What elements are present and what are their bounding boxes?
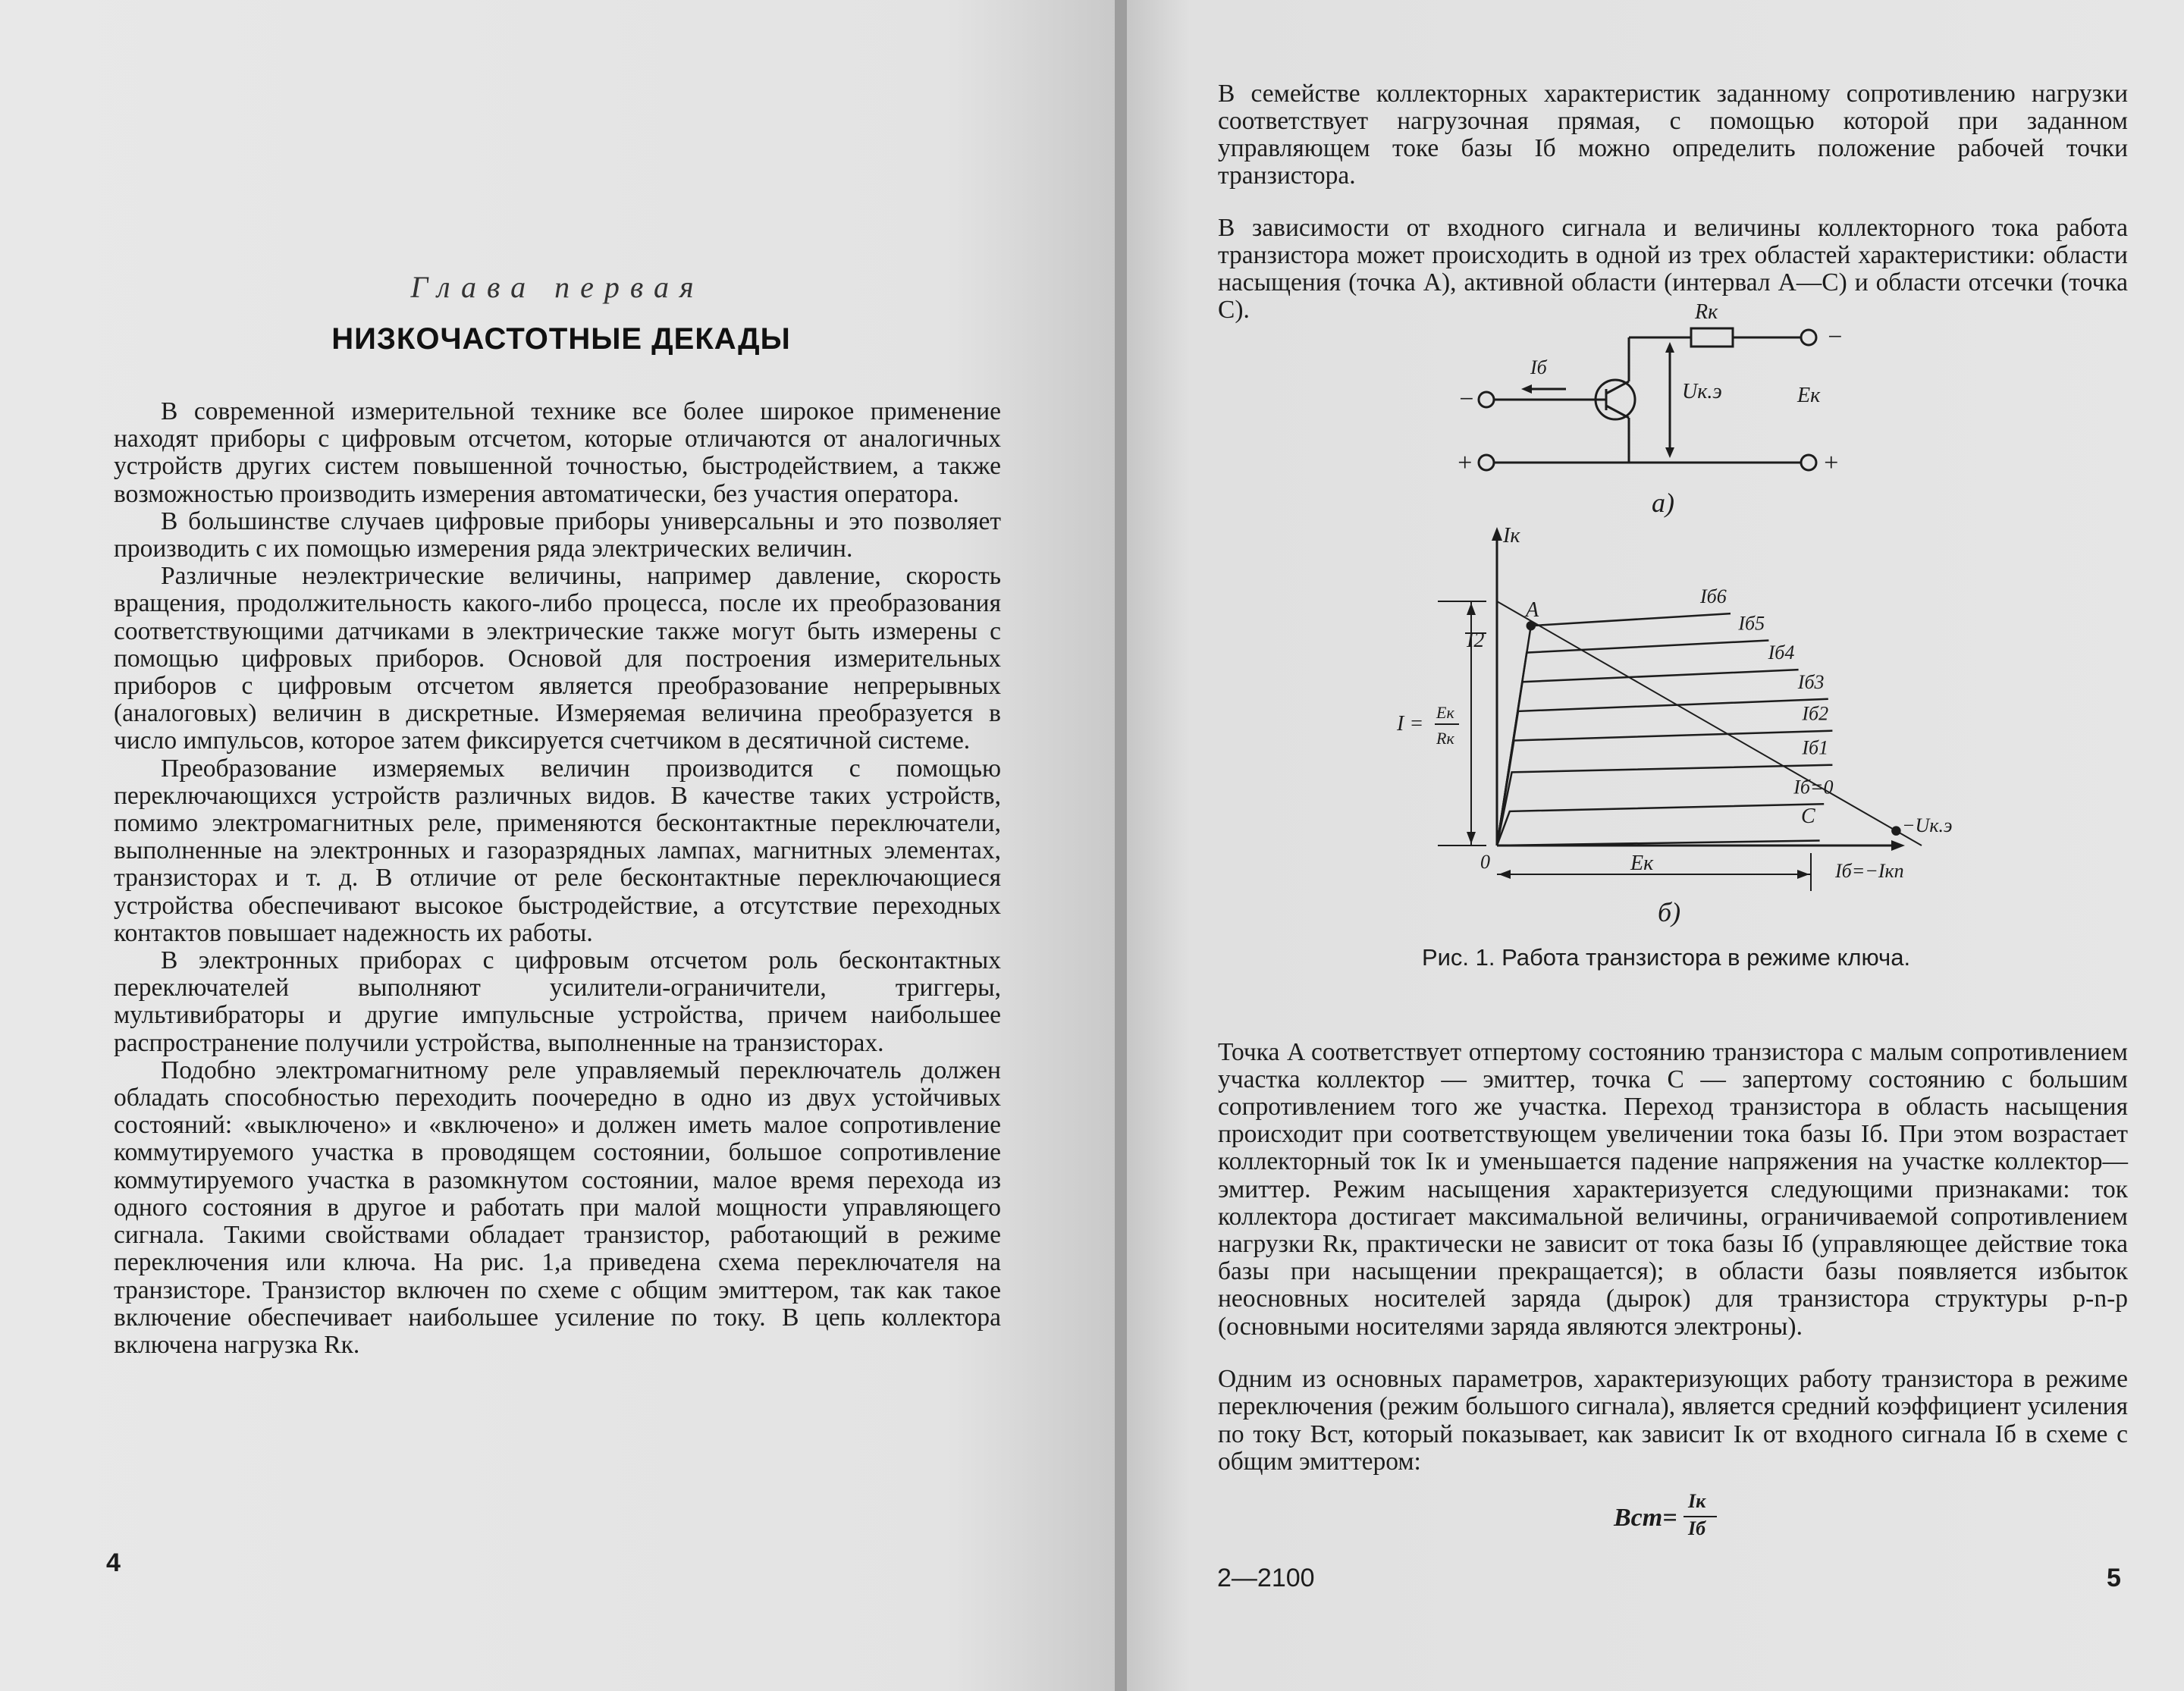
- paragraph: В электронных приборах с цифровым отсчетом роль бесконтактных переключателей выполняют усилители-ограничители, триггеры, мультивибраторы и другие импульсные устройства, причем наибольшее распространение получили устройства, выполненные на транзисторах.: [114, 946, 1001, 1057]
- paragraph: Различные неэлектрические величины, например давление, скорость вращения, продолжительность какого-либо процесса, после их преобразования соответствующими датчиками в электрические также могут быть измерены с помощью цифровых приборов. Основой для построения измерительных приборов с цифровым отсчетом является преобразование непрерывных (аналоговых) величин в дискретные. Измеряемая величина преобразуется в число импульсов, которое затем фиксируется счетчиком в десятичной системе.: [114, 562, 1001, 755]
- paragraph: Точка A соответствует отпертому состоянию транзистора с малым сопротивлением участка коллектор — эмиттер, точка C — запертому состоянию с большим сопротивлением того же участка. Переход транзистора в область насыщения происходит при соответствующем увеличении тока базы Iб. При этом возрастает коллекторный ток Iк и уменьшается падение напряжения на участке коллектор—эмиттер. Режим насыщения характеризуется следующими признаками: ток коллектора достигает максимальной величины, ограничиваемой сопротивлением нагрузки Rк, практически не зависит от тока базы Iб (управляющее действие тока базы при насыщении прекращается); в области базы появляется избыток неосновных носителей заряда (дырок) для транзистора структуры p-n-p (основными носителями заряда являются электроны).: [1218, 1037, 2128, 1341]
- page-number-right: 5: [2107, 1564, 2121, 1592]
- formula-numerator: Iк: [1688, 1490, 1706, 1512]
- plus-right: +: [1822, 449, 1840, 477]
- characteristics-graph: [1396, 524, 1952, 927]
- plus-left: +: [1456, 449, 1473, 477]
- ib-label: Iб: [1530, 356, 1547, 378]
- curve-label: Iб1: [1802, 736, 1829, 759]
- point-a: [1527, 622, 1535, 629]
- curve-label: Iб2: [1802, 702, 1829, 725]
- curve-5: [1497, 731, 1832, 846]
- curve-7: [1497, 804, 1824, 846]
- paragraph: В современной измерительной технике все более широкое применение находят приборы с цифровым отсчетом, которые отличаются от аналогичных устройств других систем повышенной точностью, быстродействием, а также возможностью производить измерения автоматически, без участия оператора.: [114, 397, 1001, 508]
- chapter-label: Глава первая: [410, 270, 704, 304]
- paragraph: В большинстве случаев цифровые приборы универсальны и это позволяет производить с их помощью измерения ряда электрических величин.: [114, 507, 1001, 563]
- right-bottom-text: [1218, 1013, 2128, 1501]
- book-gutter: [1115, 0, 1127, 1691]
- curve-label: Iб4: [1768, 642, 1795, 664]
- minus-right: −: [1826, 323, 1844, 351]
- paragraph: Подобно электромагнитному реле управляемый переключатель должен обладать способностью переходить поочередно в одно из двух устойчивых состояний: «выключено» и «включено» и должен иметь малое сопротивление коммутируемого участка в проводящем состоянии, большое сопротивление коммутируемого участка в разомкнутом состоянии, малое время перехода из одного состояния в другое и работать при малой мощности управляющего сигнала. Такими свойствами обладает транзистор, работающий в режиме переключения или ключа. На рис. 1,а приведена схема переключателя на транзисторе. Транзистор включен по схеме с общим эмиттером, так как такое включение обеспечивает наибольшее усиление по току. В цепь коллектора включена нагрузка Rк.: [114, 1056, 1001, 1359]
- label-a: а): [1652, 488, 1674, 518]
- paragraph: Одним из основных параметров, характеризующих работу транзистора в режиме переключения (режим большого сигнала), является средний коэффициент усиления по току Bст, который показывает, как зависит Iк от входного сигнала Iб в схеме с общим эмиттером:: [1218, 1365, 2128, 1476]
- formula-lhs: Bст=: [1614, 1504, 1677, 1532]
- i-frac-num: Eк: [1436, 703, 1454, 722]
- x-axis-label: −Uк.э: [1902, 814, 1953, 836]
- rk-label: Rк: [1695, 300, 1718, 324]
- figure-caption: Рис. 1. Работа транзистора в режиме ключа.: [1421, 944, 1911, 971]
- curve-label: Iб6: [1700, 585, 1727, 608]
- y-axis-label: Iк: [1503, 524, 1520, 547]
- curve-label: Iб=0: [1793, 776, 1834, 798]
- label-b: б): [1658, 897, 1681, 927]
- curve-label: Iб3: [1797, 670, 1825, 693]
- point-c: [1892, 827, 1900, 835]
- paragraph: В зависимости от входного сигнала и величины коллекторного тока работа транзистора может происходить в одной из трех областей характеристики: области насыщения (точка A), активной области (интервал A—C) и области отсечки (точка C).: [1218, 214, 2128, 324]
- uke-label: Uк.э: [1682, 380, 1722, 403]
- ek-label: Eк: [1797, 384, 1821, 407]
- curve-9: [1497, 601, 1922, 846]
- paragraph: Преобразование измеряемых величин производится с помощью переключающихся устройств различных видов. В качестве таких устройств, помимо электромагнитных реле, применяются бесконтактные переключатели, выполненные на электронных и газоразрядных лампах, магнитных элементах, транзисторах и т. д. В отличие от реле бесконтактные переключающиеся устройства обеспечивают высокое быстродействие, а отсутствие переходных контактов повышает надежность их работы.: [114, 754, 1001, 947]
- formula-denominator: Iб: [1688, 1517, 1706, 1539]
- point-c-label: C: [1801, 805, 1815, 828]
- i-frac-den: Rк: [1436, 729, 1454, 748]
- curve-3: [1497, 670, 1799, 846]
- i2-label: I2: [1467, 629, 1485, 652]
- ek-dim-label: Eк: [1630, 852, 1654, 875]
- signature-mark: 2—2100: [1217, 1564, 1315, 1592]
- paragraph: В семействе коллекторных характеристик заданному сопротивлению нагрузки соответствует нагрузочная прямая, с помощью которой при заданном управляющем токе базы Iб можно определить положение рабочей точки транзистора.: [1218, 79, 2128, 190]
- formula-bst: [1614, 1490, 1727, 1543]
- left-body-text: [114, 398, 1001, 1359]
- point-a-label: A: [1526, 598, 1539, 622]
- figure-1: [1395, 292, 2017, 952]
- page-number-left: 4: [106, 1548, 121, 1577]
- circuit-diagram: [1479, 328, 1816, 470]
- chapter-title: НИЗКОЧАСТОТНЫЕ ДЕКАДЫ: [331, 322, 791, 356]
- minus-left: −: [1458, 385, 1475, 413]
- curve-2: [1497, 641, 1768, 846]
- origin-label: 0: [1480, 851, 1490, 873]
- i-eq-label: I =: [1397, 712, 1424, 736]
- curve-label: Iб5: [1738, 612, 1765, 635]
- ib-kp-label: Iб=−Iкп: [1835, 860, 1904, 882]
- figure-svg: [1395, 292, 2017, 952]
